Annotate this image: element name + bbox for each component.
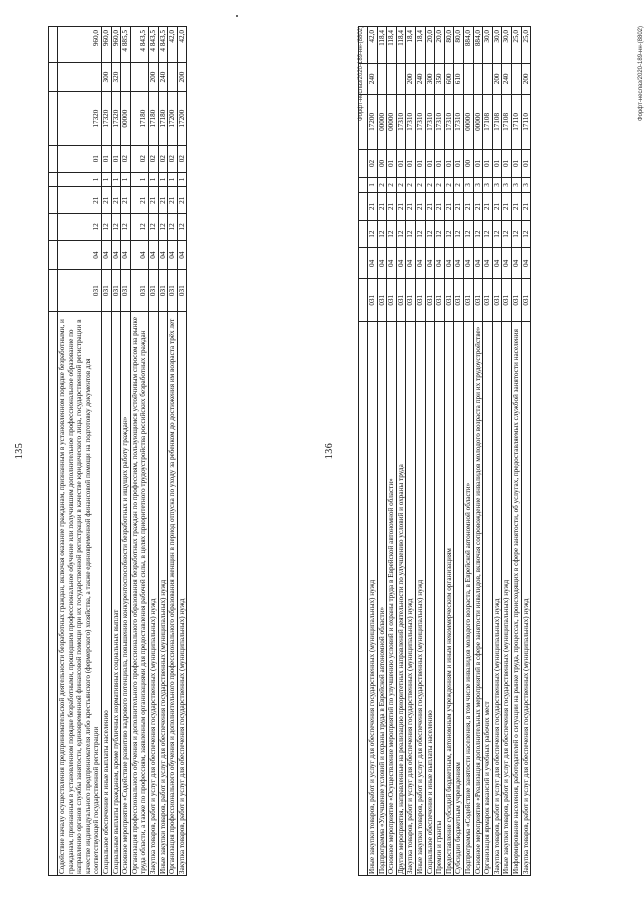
cell-name: Основное мероприятие «Реализация дополнительных мероприятий в сфере занятости инвалидов, включая сопровождение инвалидов молодого возраста при их трудоустройстве»	[473, 322, 483, 876]
cell-sum: 25,0	[521, 27, 531, 64]
cell-sum: 42,0	[368, 27, 378, 64]
left-page	[14, 26, 364, 876]
table-row	[130, 27, 148, 876]
cell-prog: 21	[502, 193, 512, 221]
cell-name: Иные закупки товаров, работ и услуг для обеспечения государственных (муниципальных) нужд	[368, 322, 378, 876]
cell-pr: 12	[387, 220, 397, 248]
cell-rz: 04	[483, 248, 493, 279]
cell-vr: 300	[425, 64, 435, 95]
cell-dir: 17310	[435, 94, 445, 149]
cell-om: 02	[177, 145, 187, 172]
cell-vr: 320	[111, 62, 121, 92]
cell-prog: 21	[111, 187, 121, 214]
cell-om: 01	[425, 150, 435, 178]
cell-dir: 17180	[130, 92, 148, 145]
cell-prog: 21	[415, 193, 425, 221]
cell-pp: 3	[521, 177, 531, 192]
cell-prog: 21	[492, 193, 502, 221]
cell-vr: 200	[492, 64, 502, 95]
cell-pp: 1	[121, 172, 131, 187]
cell-rz: 04	[177, 240, 187, 270]
cell-adm: 031	[130, 270, 148, 312]
cell-vr	[130, 62, 148, 92]
cell-name: Организация профессионального обучения и дополнительного профессионального образования безработных граждан по профессиям, пользующимся устойчивым спросом на рынке труда области, а также по профессиям, заявленным организациями для предоставления рабочей силы, в целях приоритетного трудоустройства российских безработных граждан	[130, 311, 148, 875]
cell-dir: 17320	[111, 92, 121, 145]
cell-adm: 031	[111, 270, 121, 312]
cell-om: 00	[377, 150, 387, 178]
cell-pp: 1	[111, 172, 121, 187]
table-row	[396, 27, 406, 876]
cell-name: Закупка товаров, работ и услуг для обеспечения государственных (муниципальных) нужд	[177, 311, 187, 875]
cell-dir: 00000	[387, 94, 397, 149]
cell-vr	[511, 64, 521, 95]
cell-sum: 80,0	[454, 27, 464, 64]
cell-prog: 21	[58, 187, 102, 214]
cell-vr	[387, 64, 397, 95]
cell-sum: 118,4	[396, 27, 406, 64]
cell-adm: 031	[158, 270, 168, 312]
cell-prog: 21	[425, 193, 435, 221]
cell-rz: 04	[444, 248, 454, 279]
cell-vr: 240	[415, 64, 425, 95]
table-row	[387, 27, 397, 876]
cell-rz: 04	[148, 240, 158, 270]
cell-rz: 04	[415, 248, 425, 279]
cell-rz: 04	[168, 240, 178, 270]
cell-name: Иные закупки товаров, работ и услуг для обеспечения государственных (муниципальных) нужд	[158, 311, 168, 875]
cell-rz: 04	[130, 240, 148, 270]
cell-name: Информирование населения, работодателей о ситуации на рынке труда, процессах, происходящих в сфере занятости, об услугах, предоставляемых службой занятости населения	[511, 322, 521, 876]
cell-rz: 04	[511, 248, 521, 279]
cell-dir: 17200	[177, 92, 187, 145]
cell-pr: 12	[158, 214, 168, 241]
cell-om: 01	[502, 150, 512, 178]
cell-dir: 17310	[406, 94, 416, 149]
cell-sum: 884,0	[463, 27, 473, 64]
cell-prog: 21	[130, 187, 148, 214]
cell-pp: 2	[425, 177, 435, 192]
cell-om: 02	[368, 150, 378, 178]
table-row	[435, 27, 445, 876]
cell-om: 01	[473, 150, 483, 178]
cell-pr: 12	[521, 220, 531, 248]
cell-pr: 12	[130, 214, 148, 241]
cell-adm: 031	[58, 270, 102, 312]
cell-om: 01	[387, 150, 397, 178]
cell-prog: 21	[121, 187, 131, 214]
cell-pr: 12	[406, 220, 416, 248]
cell-dir: 00000	[463, 94, 473, 149]
cell-name: Социальные выплаты гражданам, кроме публичных нормативных социальных выплат	[111, 311, 121, 875]
table-row	[502, 27, 512, 876]
cell-pp: 1	[158, 172, 168, 187]
table-row	[463, 27, 473, 876]
cell-vr: 240	[368, 64, 378, 95]
cell-sum: 42,0	[168, 27, 178, 63]
cell-sum: 20,0	[425, 27, 435, 64]
cell-dir: 17310	[396, 94, 406, 149]
cell-om: 01	[483, 150, 493, 178]
right-page-footer: Форфт-неслаз/2020-189-нн-(8802)	[638, 26, 644, 121]
cell-adm: 031	[502, 279, 512, 322]
cell-prog: 21	[406, 193, 416, 221]
cell-sum: 960,0	[111, 27, 121, 63]
cell-rz: 04	[111, 240, 121, 270]
cell-vr	[463, 64, 473, 95]
cell-rz: 04	[121, 240, 131, 270]
cell-prog: 21	[177, 187, 187, 214]
right-page-number: 136	[324, 442, 335, 460]
cell-vr: 240	[158, 62, 168, 92]
cell-rz: 04	[521, 248, 531, 279]
cell-sum: 4 843,5	[158, 27, 168, 63]
scan-speck	[236, 15, 238, 17]
cell-pr: 12	[168, 214, 178, 241]
cell-om: 02	[130, 145, 148, 172]
cell-pp: 3	[473, 177, 483, 192]
cell-prog: 21	[521, 193, 531, 221]
cell-om: 01	[111, 145, 121, 172]
cell-pp: 3	[492, 177, 502, 192]
table-row	[444, 27, 454, 876]
cell-pp: 3	[483, 177, 493, 192]
cell-adm: 031	[396, 279, 406, 322]
cell-adm: 031	[377, 279, 387, 322]
cell-om: 00	[463, 150, 473, 178]
cell-pp: 1	[130, 172, 148, 187]
cell-vr: 350	[435, 64, 445, 95]
cell-prog: 21	[368, 193, 378, 221]
cell-pr: 12	[473, 220, 483, 248]
cell-rz: 04	[435, 248, 445, 279]
cell-rz: 04	[425, 248, 435, 279]
cell-sum: 80,0	[444, 27, 454, 64]
cell-dir: 17320	[58, 92, 102, 145]
table-row	[368, 27, 378, 876]
cell-adm: 031	[101, 270, 111, 312]
left-page-footer: Форфт-неслаз/2020-189-нн-(8802)	[358, 26, 364, 121]
cell-pp: 3	[511, 177, 521, 192]
cell-dir: 00000	[473, 94, 483, 149]
right-budget-table	[358, 26, 531, 876]
table-row	[111, 27, 121, 876]
cell-pp: 3	[502, 177, 512, 192]
cell-pr: 12	[502, 220, 512, 248]
cell-name: Субсидии бюджетным учреждениям	[454, 322, 464, 876]
cell-dir: 17310	[444, 94, 454, 149]
cell-sum: 960,0	[101, 27, 111, 63]
cell-prog: 21	[473, 193, 483, 221]
table-row	[377, 27, 387, 876]
cell-prog: 21	[511, 193, 521, 221]
cell-om: 01	[415, 150, 425, 178]
cell-prog: 21	[148, 187, 158, 214]
cell-sum: 118,4	[377, 27, 387, 64]
cell-rz: 04	[454, 248, 464, 279]
cell-name: Основное мероприятие «Содействие развитию кадрового потенциала, повышению конкурентоспособности безработных и ищущих работу граждан»	[121, 311, 131, 875]
cell-dir: 00000	[121, 92, 131, 145]
table-row	[58, 27, 102, 876]
cell-vr: 300	[101, 62, 111, 92]
cell-pp: 1	[58, 172, 102, 187]
cell-adm: 031	[435, 279, 445, 322]
cell-om: 02	[158, 145, 168, 172]
cell-pp: 2	[396, 177, 406, 192]
table-spacer-row	[359, 27, 368, 876]
cell-sum: 30,0	[492, 27, 502, 64]
cell-prog: 21	[463, 193, 473, 221]
cell-rz: 04	[387, 248, 397, 279]
cell-rz: 04	[368, 248, 378, 279]
cell-sum: 20,0	[435, 27, 445, 64]
right-page	[324, 26, 644, 876]
cell-pp: 2	[387, 177, 397, 192]
cell-adm: 031	[177, 270, 187, 312]
cell-pr: 12	[177, 214, 187, 241]
cell-name: Закупка товаров, работ и услуг для обеспечения государственных (муниципальных) нужд	[406, 322, 416, 876]
cell-om: 01	[454, 150, 464, 178]
cell-pp: 2	[415, 177, 425, 192]
cell-dir: 17110	[521, 94, 531, 149]
cell-sum: 25,0	[511, 27, 521, 64]
cell-prog: 21	[435, 193, 445, 221]
cell-adm: 031	[492, 279, 502, 322]
cell-name: Организация ярмарок вакансий и учебных рабочих мест	[483, 322, 493, 876]
cell-prog: 21	[387, 193, 397, 221]
cell-prog: 21	[483, 193, 493, 221]
cell-prog: 21	[101, 187, 111, 214]
cell-pr: 12	[101, 214, 111, 241]
cell-rz: 04	[463, 248, 473, 279]
cell-adm: 031	[454, 279, 464, 322]
table-row	[521, 27, 531, 876]
cell-om: 01	[521, 150, 531, 178]
cell-pr: 12	[121, 214, 131, 241]
cell-rz: 04	[396, 248, 406, 279]
cell-om: 02	[121, 145, 131, 172]
cell-name: Основное мероприятие «Осуществление мероприятий по улучшению условий и охраны труда в Еврейской автономной области»	[387, 322, 397, 876]
cell-name: Предоставление субсидий бюджетным, автономным учреждениям и иным некоммерческим организациям	[444, 322, 454, 876]
cell-dir: 17108	[483, 94, 493, 149]
cell-sum: 4 843,5	[130, 27, 148, 63]
cell-sum: 30,0	[502, 27, 512, 64]
table-row	[483, 27, 493, 876]
cell-dir: 17200	[368, 94, 378, 149]
cell-vr: 240	[502, 64, 512, 95]
cell-om: 01	[406, 150, 416, 178]
cell-om: 01	[511, 150, 521, 178]
cell-prog: 21	[168, 187, 178, 214]
cell-pp: 2	[377, 177, 387, 192]
cell-name: Подпрограмма «Улучшение условий и охраны труда в Еврейской автономной области»	[377, 322, 387, 876]
cell-om: 01	[444, 150, 454, 178]
cell-dir: 17108	[502, 94, 512, 149]
cell-adm: 031	[483, 279, 493, 322]
cell-rz: 04	[492, 248, 502, 279]
table-row	[492, 27, 502, 876]
cell-dir: 17180	[148, 92, 158, 145]
table-row	[177, 27, 187, 876]
cell-name: Закупка товаров, работ и услуг для обеспечения государственных (муниципальных) нужд	[521, 322, 531, 876]
cell-vr: 200	[406, 64, 416, 95]
cell-rz: 04	[377, 248, 387, 279]
cell-pr: 12	[396, 220, 406, 248]
cell-pr: 12	[454, 220, 464, 248]
cell-prog: 21	[377, 193, 387, 221]
table-row	[425, 27, 435, 876]
cell-dir: 17180	[158, 92, 168, 145]
cell-sum: 118,4	[387, 27, 397, 64]
cell-name: Социальное обеспечение и иные выплаты населению	[425, 322, 435, 876]
cell-adm: 031	[368, 279, 378, 322]
cell-adm: 031	[521, 279, 531, 322]
table-row	[121, 27, 131, 876]
cell-sum: 4 885,5	[121, 27, 131, 63]
table-row	[101, 27, 111, 876]
cell-rz: 04	[502, 248, 512, 279]
cell-vr: 200	[521, 64, 531, 95]
cell-pp: 3	[463, 177, 473, 192]
cell-pr: 12	[444, 220, 454, 248]
cell-adm: 031	[168, 270, 178, 312]
cell-om: 01	[492, 150, 502, 178]
cell-name: Премии и гранты	[435, 322, 445, 876]
cell-dir: 17200	[168, 92, 178, 145]
cell-om: 02	[168, 145, 178, 172]
cell-dir: 17310	[454, 94, 464, 149]
cell-pp: 1	[101, 172, 111, 187]
cell-pp: 1	[148, 172, 158, 187]
cell-pp: 1	[177, 172, 187, 187]
cell-dir: 17110	[511, 94, 521, 149]
cell-om: 01	[396, 150, 406, 178]
cell-vr: 600	[444, 64, 454, 95]
cell-prog: 21	[158, 187, 168, 214]
cell-rz: 04	[473, 248, 483, 279]
left-page-number: 135	[14, 442, 25, 460]
cell-adm: 031	[121, 270, 131, 312]
cell-name: Организация профессионального обучения и дополнительного профессионального образования женщин в период отпуска по уходу за ребенком до достижения им возраста трёх лет	[168, 311, 178, 875]
cell-om: 01	[58, 145, 102, 172]
table-row	[168, 27, 178, 876]
cell-rz: 04	[406, 248, 416, 279]
table-row	[511, 27, 521, 876]
cell-name: Подпрограмма «Содействие занятости населения, в том числе инвалидов молодого возраста, в Еврейской автономной области»	[463, 322, 473, 876]
cell-vr	[121, 62, 131, 92]
cell-vr	[473, 64, 483, 95]
cell-om: 01	[101, 145, 111, 172]
cell-pr: 12	[511, 220, 521, 248]
cell-pr: 12	[415, 220, 425, 248]
cell-om: 01	[435, 150, 445, 178]
cell-pr: 12	[377, 220, 387, 248]
cell-dir: 17320	[101, 92, 111, 145]
cell-rz: 04	[101, 240, 111, 270]
cell-sum: 4 843,5	[148, 27, 158, 63]
cell-adm: 031	[387, 279, 397, 322]
cell-pr: 12	[368, 220, 378, 248]
cell-sum: 884,0	[473, 27, 483, 64]
cell-adm: 031	[406, 279, 416, 322]
cell-sum: 18,4	[406, 27, 416, 64]
cell-adm: 031	[511, 279, 521, 322]
cell-sum: 960,0	[58, 27, 102, 63]
cell-name: Другие мероприятия, направленные на реализацию приоритетных направлений деятельности по улучшению условий и охраны труда	[396, 322, 406, 876]
cell-adm: 031	[425, 279, 435, 322]
cell-adm: 031	[415, 279, 425, 322]
cell-pr: 12	[111, 214, 121, 241]
cell-sum: 18,4	[415, 27, 425, 64]
cell-pp: 2	[454, 177, 464, 192]
cell-pr: 12	[463, 220, 473, 248]
cell-prog: 21	[444, 193, 454, 221]
cell-prog: 21	[396, 193, 406, 221]
cell-adm: 031	[148, 270, 158, 312]
cell-pp: 2	[435, 177, 445, 192]
cell-name: Иные закупки товаров, работ и услуг для обеспечения государственных (муниципальных) нужд	[502, 322, 512, 876]
cell-prog: 21	[454, 193, 464, 221]
cell-vr: 200	[177, 62, 187, 92]
table-row	[148, 27, 158, 876]
cell-pr: 12	[435, 220, 445, 248]
cell-sum: 30,0	[483, 27, 493, 64]
cell-pr: 12	[483, 220, 493, 248]
cell-rz: 04	[158, 240, 168, 270]
cell-vr: 200	[148, 62, 158, 92]
cell-pp: 2	[406, 177, 416, 192]
table-row	[158, 27, 168, 876]
cell-adm: 031	[444, 279, 454, 322]
cell-vr	[483, 64, 493, 95]
cell-name: Содействие началу осуществления предпринимательской деятельности безработных граждан, включая оказание гражданам, признанным в установленном порядке безработными, и гражданам, признанным в установленном порядке безработными, прошедшим профессиональное обучение или получившим дополнительное профессиональное образование по направлению органов службы занятости, единовременной финансовой помощи при их государственной регистрации в качестве юридического лица, государственной регистрации в качестве индивидуального предпринимателя либо крестьянского (фермерского) хозяйства, а также единовременной финансовой помощи на подготовку документов для соответствующей государственной регистрации	[58, 311, 102, 875]
cell-name: Закупка товаров, работ и услуг для обеспечения государственных (муниципальных) нужд	[492, 322, 502, 876]
cell-pp: 2	[444, 177, 454, 192]
cell-dir: 17108	[492, 94, 502, 149]
table-spacer-row	[49, 27, 58, 876]
cell-om: 02	[148, 145, 158, 172]
cell-pr: 12	[425, 220, 435, 248]
cell-dir: 17310	[425, 94, 435, 149]
table-row	[473, 27, 483, 876]
cell-adm: 031	[463, 279, 473, 322]
cell-dir: 17310	[415, 94, 425, 149]
table-row	[406, 27, 416, 876]
cell-name: Закупка товаров, работ и услуг для обеспечения государственных (муниципальных) нужд	[148, 311, 158, 875]
cell-dir: 00000	[377, 94, 387, 149]
cell-rz: 04	[58, 240, 102, 270]
cell-pp: 1	[368, 177, 378, 192]
cell-vr	[396, 64, 406, 95]
cell-vr: 610	[454, 64, 464, 95]
table-row	[415, 27, 425, 876]
left-budget-table	[48, 26, 187, 876]
table-row	[454, 27, 464, 876]
cell-pr: 12	[148, 214, 158, 241]
cell-pp: 1	[168, 172, 178, 187]
cell-vr	[168, 62, 178, 92]
cell-adm: 031	[473, 279, 483, 322]
cell-vr	[377, 64, 387, 95]
cell-name: Иные закупки товаров, работ и услуг для обеспечения государственных (муниципальных) нужд	[415, 322, 425, 876]
cell-name: Социальное обеспечение и иные выплаты населению	[101, 311, 111, 875]
cell-vr	[58, 62, 102, 92]
cell-sum: 42,0	[177, 27, 187, 63]
cell-pr: 12	[58, 214, 102, 241]
cell-pr: 12	[492, 220, 502, 248]
